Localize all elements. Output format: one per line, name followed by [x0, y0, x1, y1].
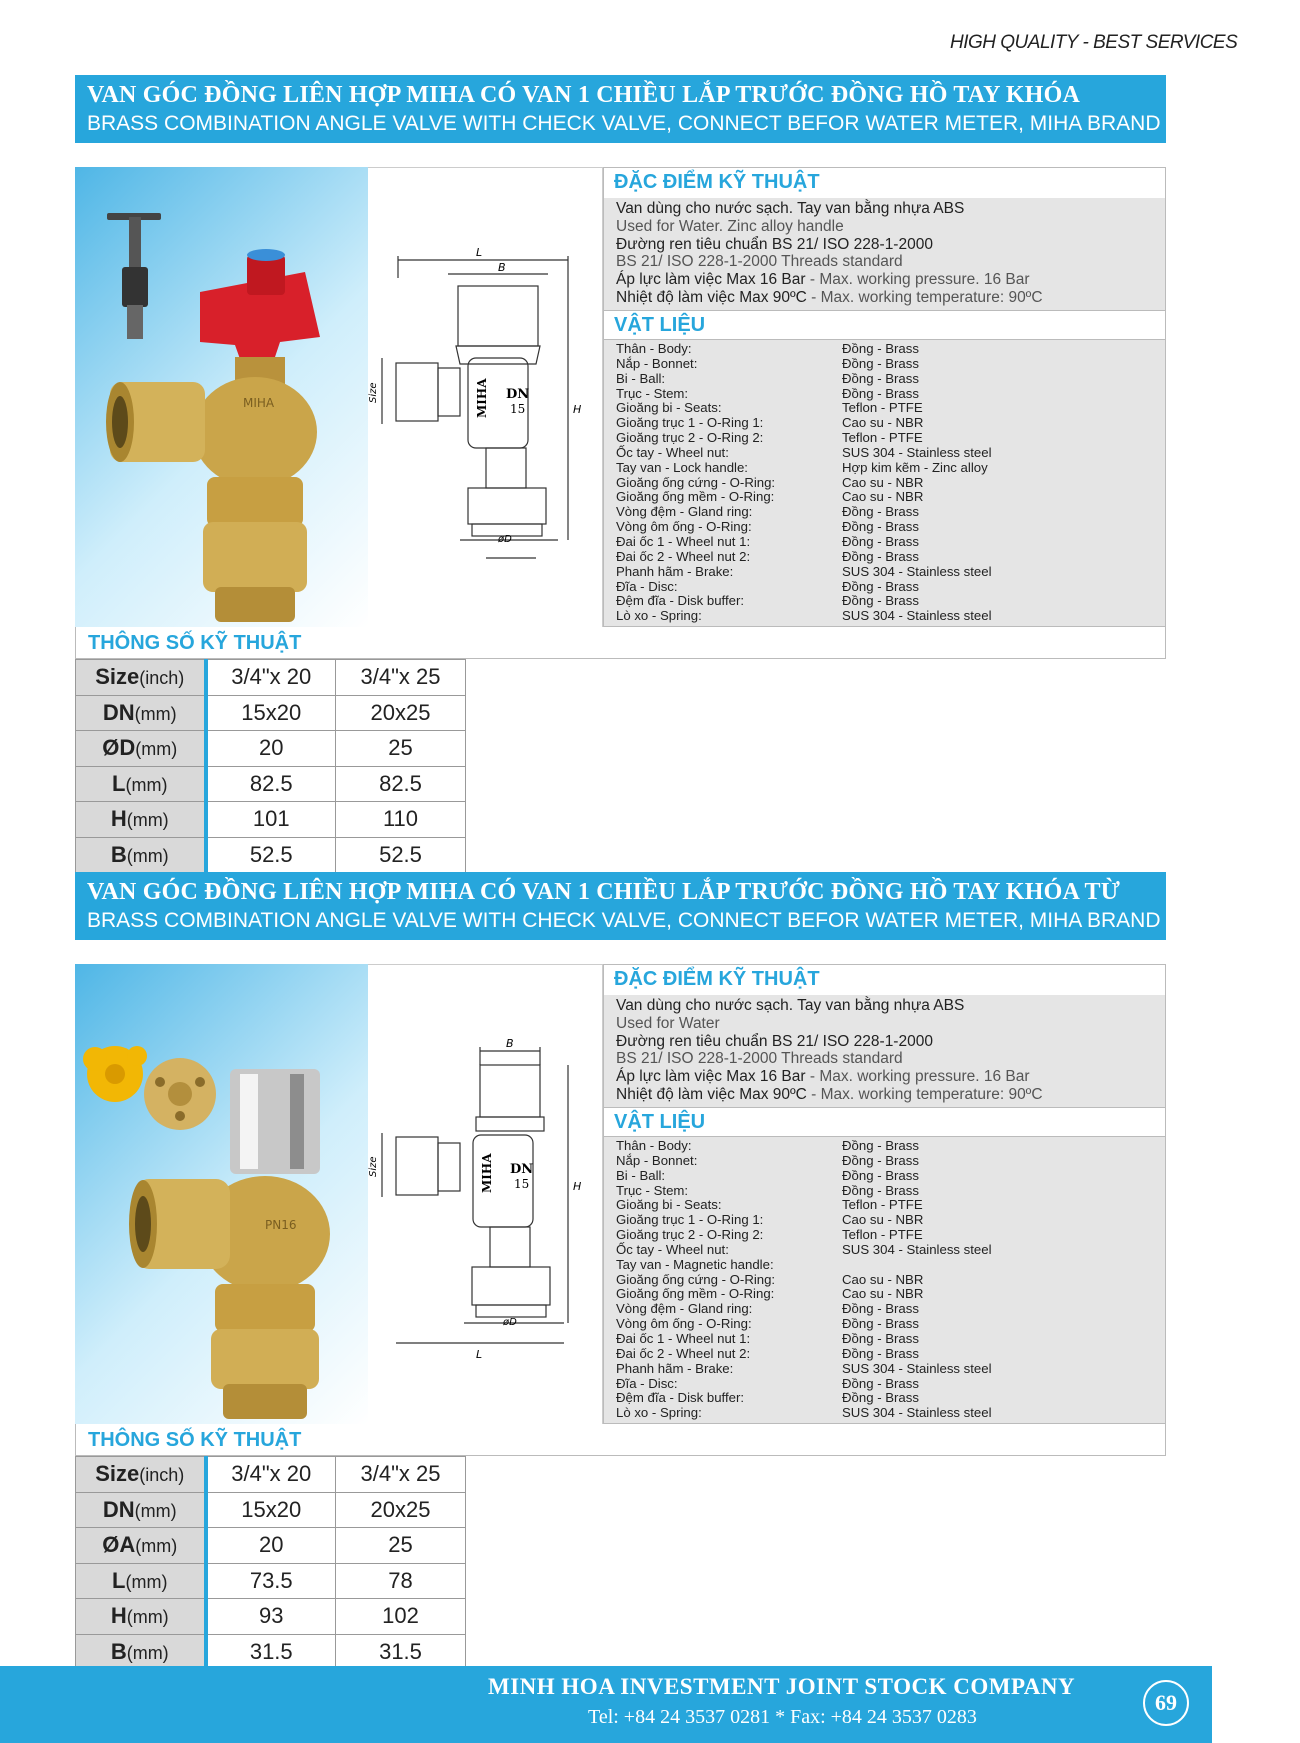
- drawing-label-l: L: [476, 1348, 483, 1361]
- material-row: [616, 1169, 1153, 1184]
- param-value-1: 101: [206, 802, 336, 838]
- params-row: [76, 837, 466, 873]
- material-part: Gioăng trục 1 - O-Ring 1:: [616, 1212, 764, 1228]
- param-value-2: 3/4"x 25: [336, 660, 466, 696]
- param-unit: (inch): [139, 668, 185, 689]
- material-row: [616, 609, 1153, 624]
- material-row: [616, 505, 1153, 520]
- material-part: Gioăng ống mềm - O-Ring:: [616, 1286, 775, 1302]
- material-row: [616, 1332, 1153, 1347]
- drawing-label-brand: MIHA: [475, 378, 489, 418]
- material-value: Đồng - Brass: [842, 355, 919, 371]
- param-key-cell: [76, 695, 206, 731]
- product-2-params-table: [75, 1456, 466, 1670]
- material-value: SUS 304 - Stainless steel: [842, 444, 992, 460]
- param-key-cell: [76, 660, 206, 696]
- material-value: SUS 304 - Stainless steel: [842, 608, 992, 624]
- product-2-params-heading: THÔNG SỐ KỸ THUẬT: [75, 1424, 1166, 1456]
- material-part: Đai ốc 1 - Wheel nut 1:: [616, 1330, 751, 1346]
- param-unit: (mm): [126, 1607, 169, 1628]
- param-value-2: 78: [336, 1563, 466, 1599]
- params-row: [76, 731, 466, 767]
- product-2-spec-text: [604, 995, 1165, 1107]
- material-part: Gioăng ống cứng - O-Ring:: [616, 1271, 776, 1287]
- product-1-spec-heading: ĐẶC ĐIỂM KỸ THUẬT: [604, 168, 1165, 198]
- material-row: [616, 1273, 1153, 1288]
- material-value: Đồng - Brass: [842, 1138, 919, 1153]
- param-key-cell: [76, 731, 206, 767]
- material-row: [616, 1198, 1153, 1213]
- material-row: [616, 431, 1153, 446]
- material-part: Đai ốc 2 - Wheel nut 2:: [616, 1345, 751, 1361]
- param-key: Size: [95, 1461, 140, 1487]
- param-value-1: 82.5: [206, 766, 336, 802]
- material-value: Đồng - Brass: [842, 1301, 919, 1317]
- material-row: [616, 342, 1153, 357]
- product-2-spec-heading: ĐẶC ĐIỂM KỸ THUẬT: [604, 965, 1165, 995]
- valve-lock-handle-illustration: [75, 167, 368, 627]
- material-value: Đồng - Brass: [842, 593, 919, 609]
- material-value: Hợp kim kẽm - Zinc alloy: [842, 459, 988, 475]
- material-value: SUS 304 - Stainless steel: [842, 1360, 992, 1376]
- material-part: Bi - Ball:: [616, 1167, 666, 1183]
- material-row: [616, 1243, 1153, 1258]
- material-row: [616, 594, 1153, 609]
- material-row: [616, 1287, 1153, 1302]
- param-value-1: 20: [206, 1528, 336, 1564]
- material-value: SUS 304 - Stainless steel: [842, 1241, 992, 1257]
- material-part: Đĩa - Disc:: [616, 578, 678, 594]
- param-value-2: 110: [336, 802, 466, 838]
- valve-dimension-drawing: [368, 168, 603, 628]
- spec-line: Đường ren tiêu chuẩn BS 21/ ISO 228-1-2000: [616, 1032, 933, 1050]
- material-value: Đồng - Brass: [842, 1167, 919, 1183]
- drawing-label-dn-num: 15: [514, 1177, 530, 1191]
- product-1-params-heading: THÔNG SỐ KỸ THUẬT: [75, 627, 1166, 659]
- product-1-spec-panel: [603, 167, 1166, 627]
- drawing-label-b: B: [506, 1037, 514, 1050]
- material-part: Vòng ôm ống - O-Ring:: [616, 519, 752, 535]
- material-row: [616, 520, 1153, 535]
- material-row: [616, 1362, 1153, 1377]
- param-value-1: 15x20: [206, 695, 336, 731]
- material-value: SUS 304 - Stainless steel: [842, 1405, 992, 1421]
- material-value: Teflon - PTFE: [842, 1197, 923, 1213]
- product-1-title-vn: VAN GÓC ĐỒNG LIÊN HỢP MIHA CÓ VAN 1 CHIỀU LẮP TRƯỚC ĐỒNG HỒ TAY KHÓA: [87, 82, 1081, 108]
- product-2-material-heading: VẬT LIỆU: [604, 1107, 1165, 1137]
- param-value-1: 3/4"x 20: [206, 1457, 336, 1493]
- material-part: Bi - Ball:: [616, 370, 666, 386]
- material-value: Đồng - Brass: [842, 1152, 919, 1168]
- drawing-label-l: L: [476, 246, 483, 259]
- drawing-label-size: Size: [368, 382, 379, 403]
- material-part: Lò xo - Spring:: [616, 1405, 702, 1421]
- material-part: Nắp - Bonnet:: [616, 355, 698, 371]
- material-row: [616, 387, 1153, 402]
- material-part: Vòng ôm ống - O-Ring:: [616, 1316, 752, 1332]
- material-row: [616, 416, 1153, 431]
- material-row: [616, 1258, 1153, 1273]
- product-1-technical-drawing: [368, 167, 603, 627]
- material-part: Tay van - Lock handle:: [616, 459, 748, 475]
- spec-line: Áp lực làm việc Max 16 Bar - Max. working pressure. 16 Bar: [616, 271, 1030, 289]
- material-row: [616, 1213, 1153, 1228]
- material-part: Thân - Body:: [616, 341, 692, 356]
- material-value: Cao su - NBR: [842, 1286, 924, 1302]
- material-row: [616, 476, 1153, 491]
- material-value: Đồng - Brass: [842, 370, 919, 386]
- material-value: Đồng - Brass: [842, 341, 919, 356]
- material-row: [616, 1184, 1153, 1199]
- material-value: Đồng - Brass: [842, 504, 919, 520]
- param-value-1: 52.5: [206, 837, 336, 873]
- material-value: Đồng - Brass: [842, 1182, 919, 1198]
- material-row: [616, 401, 1153, 416]
- params-row: [76, 1528, 466, 1564]
- spec-line: Đường ren tiêu chuẩn BS 21/ ISO 228-1-2000: [616, 235, 933, 253]
- material-row: [616, 446, 1153, 461]
- material-value: Đồng - Brass: [842, 385, 919, 401]
- material-part: Gioăng trục 2 - O-Ring 2:: [616, 1227, 764, 1243]
- valve-dimension-drawing: [368, 965, 603, 1425]
- product-2-title-en: BRASS COMBINATION ANGLE VALVE WITH CHECK VALVE, CONNECT BEFOR WATER METER, MIHA BRAND: [87, 909, 1161, 932]
- drawing-label-size: Size: [368, 1156, 379, 1177]
- spec-line: Van dùng cho nước sạch. Tay van bằng nhựa ABS: [616, 200, 965, 217]
- material-value: SUS 304 - Stainless steel: [842, 563, 992, 579]
- drawing-label-dn-num: 15: [510, 402, 526, 416]
- spec-line: Van dùng cho nước sạch. Tay van bằng nhựa ABS: [616, 997, 965, 1014]
- product-1-material-heading: VẬT LIỆU: [604, 310, 1165, 340]
- param-key: H: [110, 1603, 127, 1629]
- product-1-material-list: [604, 340, 1165, 626]
- param-key: DN: [102, 699, 135, 725]
- material-part: Đai ốc 1 - Wheel nut 1:: [616, 533, 751, 549]
- param-key: DN: [102, 1496, 135, 1522]
- material-row: [616, 1317, 1153, 1332]
- material-part: Phanh hãm - Brake:: [616, 563, 734, 579]
- product-1-spec-text: [604, 198, 1165, 310]
- param-value-2: 31.5: [336, 1634, 466, 1670]
- spec-line: Used for Water. Zinc alloy handle: [616, 217, 844, 235]
- material-part: Đệm đĩa - Disk buffer:: [616, 1390, 745, 1406]
- param-key-cell: [76, 837, 206, 873]
- product-1-title-band: [75, 75, 1166, 143]
- material-value: Cao su - NBR: [842, 1271, 924, 1287]
- param-value-2: 20x25: [336, 695, 466, 731]
- spec-line: Used for Water: [616, 1014, 720, 1032]
- material-row: [616, 1391, 1153, 1406]
- material-part: Gioăng trục 2 - O-Ring 2:: [616, 430, 764, 446]
- material-value: Cao su - NBR: [842, 415, 924, 431]
- param-key-cell: [76, 1528, 206, 1564]
- page-number: 69: [1143, 1680, 1189, 1726]
- footer: [0, 1666, 1212, 1743]
- product-2-title-band: [75, 872, 1166, 940]
- material-part: Trục - Stem:: [616, 385, 689, 401]
- material-row: [616, 535, 1153, 550]
- material-value: Đồng - Brass: [842, 533, 919, 549]
- material-row: [616, 565, 1153, 580]
- material-value: Đồng - Brass: [842, 1330, 919, 1346]
- material-value: Đồng - Brass: [842, 578, 919, 594]
- params-row: [76, 1457, 466, 1493]
- param-key-cell: [76, 1599, 206, 1635]
- param-key-cell: [76, 1492, 206, 1528]
- material-row: [616, 1154, 1153, 1169]
- product-1-photo: [75, 167, 368, 627]
- param-key: H: [110, 806, 127, 832]
- product-2-technical-drawing: [368, 964, 603, 1424]
- params-row: [76, 802, 466, 838]
- param-key: B: [110, 1638, 127, 1664]
- material-part: Gioăng ống cứng - O-Ring:: [616, 474, 776, 490]
- material-part: Trục - Stem:: [616, 1182, 689, 1198]
- product-1-title-en: BRASS COMBINATION ANGLE VALVE WITH CHECK VALVE, CONNECT BEFOR WATER METER, MIHA BRAND: [87, 112, 1161, 135]
- product-1-params-table: [75, 659, 466, 873]
- drawing-label-b: B: [498, 261, 506, 274]
- drawing-label-h: H: [573, 1180, 582, 1193]
- params-row: [76, 695, 466, 731]
- param-unit: (inch): [139, 1465, 185, 1486]
- material-row: [616, 1139, 1153, 1154]
- product-2-photo: [75, 964, 368, 1424]
- valve-magnetic-handle-illustration: [75, 964, 368, 1424]
- drawing-label-h: H: [573, 403, 582, 416]
- spec-line: BS 21/ ISO 228-1-2000 Threads standard: [616, 253, 903, 271]
- material-row: [616, 357, 1153, 372]
- param-value-2: 102: [336, 1599, 466, 1635]
- param-value-2: 25: [336, 1528, 466, 1564]
- svg-text:PN16: PN16: [265, 1218, 297, 1232]
- material-row: [616, 580, 1153, 595]
- param-key: L: [112, 770, 126, 796]
- param-key: Size: [95, 664, 140, 690]
- material-part: Đệm đĩa - Disk buffer:: [616, 593, 745, 609]
- param-unit: (mm): [135, 739, 178, 760]
- material-value: Đồng - Brass: [842, 1316, 919, 1332]
- drawing-label-od: øD: [503, 1317, 517, 1328]
- param-key-cell: [76, 766, 206, 802]
- material-value: Cao su - NBR: [842, 474, 924, 490]
- material-part: Phanh hãm - Brake:: [616, 1360, 734, 1376]
- material-row: [616, 1228, 1153, 1243]
- param-key-cell: [76, 802, 206, 838]
- param-unit: (mm): [134, 1500, 177, 1521]
- material-part: Nắp - Bonnet:: [616, 1152, 698, 1168]
- material-row: [616, 550, 1153, 565]
- material-row: [616, 1377, 1153, 1392]
- material-row: [616, 1347, 1153, 1362]
- drawing-label-dn: DN: [506, 387, 530, 402]
- param-unit: (mm): [125, 1571, 168, 1592]
- spec-line: BS 21/ ISO 228-1-2000 Threads standard: [616, 1050, 903, 1068]
- material-part: Đai ốc 2 - Wheel nut 2:: [616, 548, 751, 564]
- material-value: Teflon - PTFE: [842, 1227, 923, 1243]
- params-row: [76, 766, 466, 802]
- param-key: L: [112, 1567, 126, 1593]
- material-part: Gioăng trục 1 - O-Ring 1:: [616, 415, 764, 431]
- param-value-1: 73.5: [206, 1563, 336, 1599]
- product-2-title-vn: VAN GÓC ĐỒNG LIÊN HỢP MIHA CÓ VAN 1 CHIỀU LẮP TRƯỚC ĐỒNG HỒ TAY KHÓA TỪ: [87, 879, 1121, 905]
- material-row: [616, 461, 1153, 476]
- material-part: Đĩa - Disc:: [616, 1375, 678, 1391]
- param-key: B: [110, 841, 127, 867]
- drawing-label-od: øD: [498, 534, 512, 545]
- material-row: [616, 1406, 1153, 1421]
- spec-line: Nhiệt độ làm việc Max 90ºC - Max. working temperature: 90ºC: [616, 288, 1043, 306]
- param-value-1: 31.5: [206, 1634, 336, 1670]
- material-part: Gioăng bi - Seats:: [616, 1197, 722, 1213]
- param-value-2: 3/4"x 25: [336, 1457, 466, 1493]
- param-unit: (mm): [126, 845, 169, 866]
- material-row: [616, 1302, 1153, 1317]
- param-key-cell: [76, 1457, 206, 1493]
- material-value: Cao su - NBR: [842, 489, 924, 505]
- spec-line: Áp lực làm việc Max 16 Bar - Max. working pressure. 16 Bar: [616, 1068, 1030, 1086]
- material-value: Đồng - Brass: [842, 1375, 919, 1391]
- material-value: Teflon - PTFE: [842, 400, 923, 416]
- material-part: Tay van - Magnetic handle:: [616, 1256, 774, 1272]
- param-key: ØA: [102, 1532, 136, 1558]
- drawing-label-brand: MIHA: [480, 1153, 494, 1193]
- param-unit: (mm): [135, 1536, 178, 1557]
- footer-company: MINH HOA INVESTMENT JOINT STOCK COMPANY: [488, 1674, 1076, 1699]
- material-value: Cao su - NBR: [842, 1212, 924, 1228]
- param-unit: (mm): [125, 774, 168, 795]
- spec-line: Nhiệt độ làm việc Max 90ºC - Max. working temperature: 90ºC: [616, 1085, 1043, 1103]
- param-unit: (mm): [134, 703, 177, 724]
- product-2-material-list: [604, 1137, 1165, 1423]
- material-part: Ốc tay - Wheel nut:: [616, 1241, 729, 1257]
- param-key-cell: [76, 1563, 206, 1599]
- tagline: HIGH QUALITY - BEST SERVICES: [950, 32, 1238, 53]
- material-part: Gioăng ống mềm - O-Ring:: [616, 489, 775, 505]
- footer-contact: Tel: +84 24 3537 0281 * Fax: +84 24 3537 0283: [588, 1706, 977, 1728]
- material-part: Vòng đệm - Gland ring:: [616, 1301, 753, 1317]
- material-value: Đồng - Brass: [842, 548, 919, 564]
- param-key: ØD: [102, 735, 136, 761]
- params-row: [76, 1634, 466, 1670]
- params-row: [76, 1492, 466, 1528]
- param-value-2: 82.5: [336, 766, 466, 802]
- material-part: Lò xo - Spring:: [616, 608, 702, 624]
- material-row: [616, 490, 1153, 505]
- material-part: Ốc tay - Wheel nut:: [616, 444, 729, 460]
- param-value-2: 20x25: [336, 1492, 466, 1528]
- param-value-1: 3/4"x 20: [206, 660, 336, 696]
- svg-text:MIHA: MIHA: [243, 396, 275, 410]
- material-value: Đồng - Brass: [842, 1390, 919, 1406]
- product-2-spec-panel: [603, 964, 1166, 1424]
- param-value-1: 93: [206, 1599, 336, 1635]
- material-value: Đồng - Brass: [842, 519, 919, 535]
- params-row: [76, 1599, 466, 1635]
- material-part: Gioăng bi - Seats:: [616, 400, 722, 416]
- params-row: [76, 660, 466, 696]
- material-value: Teflon - PTFE: [842, 430, 923, 446]
- material-part: Vòng đệm - Gland ring:: [616, 504, 753, 520]
- param-value-1: 20: [206, 731, 336, 767]
- params-row: [76, 1563, 466, 1599]
- material-row: [616, 372, 1153, 387]
- param-value-2: 25: [336, 731, 466, 767]
- material-value: Đồng - Brass: [842, 1345, 919, 1361]
- param-key-cell: [76, 1634, 206, 1670]
- param-value-2: 52.5: [336, 837, 466, 873]
- param-value-1: 15x20: [206, 1492, 336, 1528]
- param-unit: (mm): [126, 1642, 169, 1663]
- drawing-label-dn: DN: [510, 1162, 534, 1177]
- material-part: Thân - Body:: [616, 1138, 692, 1153]
- param-unit: (mm): [126, 810, 169, 831]
